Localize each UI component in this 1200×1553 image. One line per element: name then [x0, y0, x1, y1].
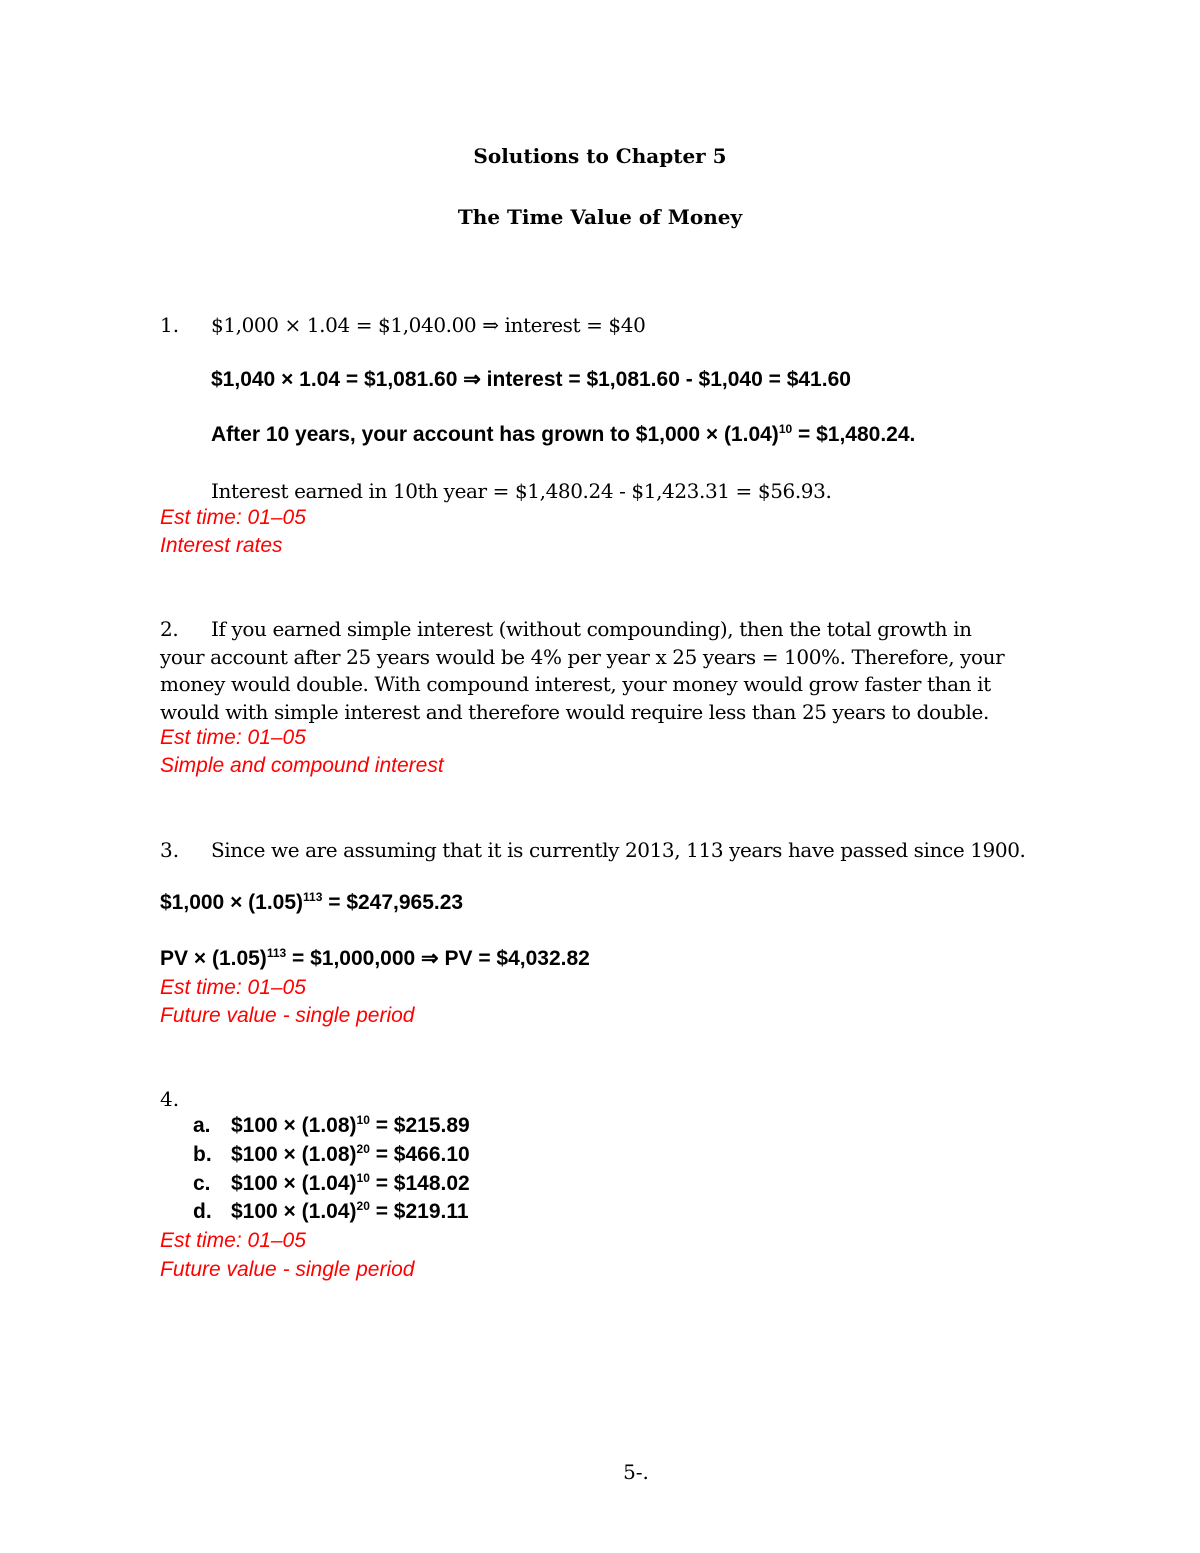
page-number: 5-. — [623, 1460, 649, 1484]
q3-line-2-exponent: 113 — [303, 890, 323, 904]
q4-item-label: b. — [193, 1143, 212, 1166]
q4-item-label: a. — [193, 1114, 211, 1137]
q4-item-exponent: 10 — [356, 1113, 370, 1127]
q4-item-suffix: = $215.89 — [369, 1114, 470, 1137]
q1-line-1: $1,000 × 1.04 = $1,040.00 ⇒ interest = $40 — [211, 313, 646, 337]
q4-item-exponent: 20 — [356, 1199, 370, 1213]
q3-line-3-exponent: 113 — [266, 946, 287, 960]
q4-item-label: c. — [193, 1172, 211, 1195]
question-number: 1. — [160, 313, 180, 337]
q4-item-prefix: $100 × (1.08) — [231, 1114, 357, 1137]
topic-tag: Interest rates — [160, 534, 283, 557]
q1-line-3-exponent: 10 — [778, 422, 793, 436]
q3-line-3-suffix: = $1,000,000 ⇒ PV = $4,032.82 — [286, 947, 590, 970]
q4-item-a — [193, 1114, 470, 1138]
question-number: 2. — [160, 617, 179, 641]
q4-item-label: d. — [193, 1200, 212, 1223]
est-time-tag: Est time: 01–05 — [160, 506, 306, 529]
question-number: 4. — [160, 1087, 180, 1111]
page-subtitle: The Time Value of Money — [457, 205, 743, 229]
q3-line-1: Since we are assuming that it is currently 2013, 113 years have passed since 1900. — [211, 838, 1026, 862]
q3-line-2-suffix: = $247,965.23 — [322, 891, 464, 914]
q4-item-suffix: = $466.10 — [369, 1143, 470, 1166]
topic-tag: Future value - single period — [160, 1004, 415, 1027]
q1-line-3-prefix: After 10 years, your account has grown to $1,000 × (1.04) — [211, 423, 779, 446]
q1-line-4: Interest earned in 10th year = $1,480.24 - $1,423.31 = $56.93. — [211, 479, 832, 503]
q3-line-2 — [160, 891, 463, 915]
q2-paragraph — [160, 616, 1020, 726]
q4-item-exponent: 20 — [356, 1142, 370, 1156]
topic-tag: Future value - single period — [160, 1258, 415, 1281]
est-time-tag: Est time: 01–05 — [160, 976, 306, 999]
est-time-tag: Est time: 01–05 — [160, 1229, 306, 1252]
q4-item-b — [193, 1143, 470, 1167]
q3-line-3-prefix: PV × (1.05) — [160, 947, 267, 970]
q1-line-2: $1,040 × 1.04 = $1,081.60 ⇒ interest = $1,081.60 - $1,040 = $41.60 — [211, 368, 851, 391]
est-time-tag: Est time: 01–05 — [160, 726, 306, 749]
q4-item-c — [193, 1172, 470, 1196]
q3-line-2-prefix: $1,000 × (1.05) — [160, 891, 304, 914]
q4-item-prefix: $100 × (1.08) — [231, 1143, 357, 1166]
q4-item-suffix: = $148.02 — [369, 1172, 470, 1195]
q4-item-exponent: 10 — [356, 1171, 370, 1185]
topic-tag: Simple and compound interest — [160, 754, 444, 777]
q4-item-suffix: = $219.11 — [369, 1200, 469, 1223]
q4-item-prefix: $100 × (1.04) — [231, 1200, 357, 1223]
question-number: 3. — [160, 838, 180, 862]
q2-text: If you earned simple interest (without compounding), then the total growth in your account after 25 years would be 4% per year x 25 years = 100%. Therefore, your money would double. With compound interest, your money would grow faster than it would with simple interest and therefore would require less than 25 years to double. — [160, 617, 1005, 724]
q1-line-3-suffix: = $1,480.24. — [792, 423, 916, 446]
page-title: Solutions to Chapter 5 — [473, 144, 727, 168]
q3-line-3 — [160, 946, 590, 971]
q4-item-d — [193, 1200, 469, 1224]
q1-line-3 — [211, 423, 915, 447]
q4-item-prefix: $100 × (1.04) — [231, 1172, 357, 1195]
